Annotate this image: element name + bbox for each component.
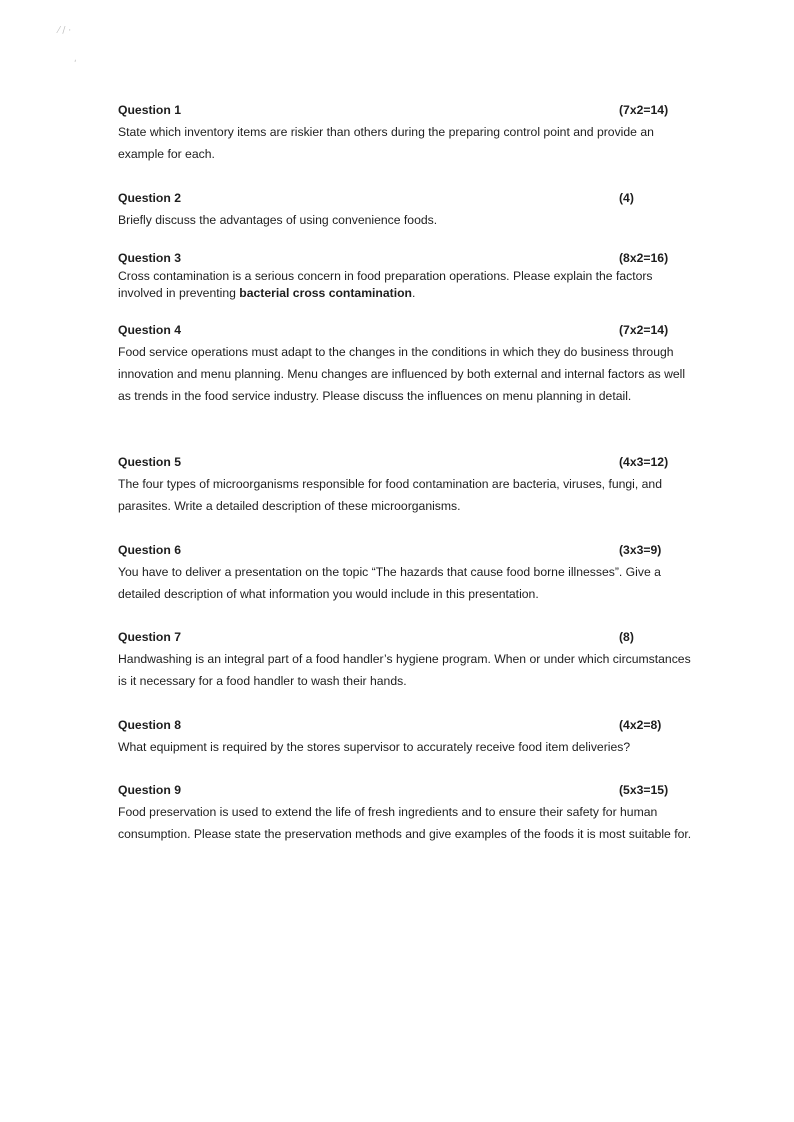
question-header: [118, 452, 692, 472]
question-text-end: .: [412, 286, 416, 300]
scan-mark-margin: ʹ: [74, 60, 77, 70]
question-text-bold: bacterial cross contamination: [239, 286, 412, 300]
question-marks: (7x2=14): [619, 323, 669, 337]
question-marks: (8x2=16): [619, 251, 669, 265]
question-header: [118, 540, 692, 560]
question-text: Food preservation is used to extend the life of fresh ingredients and to ensure their safety for human consumption. Please state the preservation methods and give examples of the foods it is most suitable for.: [118, 805, 692, 841]
question-marks: (3x3=9): [619, 543, 662, 557]
question-header: [118, 715, 692, 735]
question-header: [118, 100, 692, 120]
question-text: The four types of microorganisms responsible for food contamination are bacteria, viruses, fungi, and parasites. Write a detailed description of these microorganisms.: [118, 477, 662, 513]
question-marks: (8): [619, 630, 634, 644]
question-marks: (4): [619, 191, 634, 205]
question-header: [118, 320, 692, 340]
question-text: State which inventory items are riskier than others during the preparing control point and provide an example for each.: [118, 125, 654, 161]
question-title: Question 9: [118, 783, 181, 797]
question-8: [118, 715, 692, 758]
question-header: [118, 627, 692, 647]
question-title: Question 4: [118, 323, 181, 337]
question-text: Food service operations must adapt to the changes in the conditions in which they do business through innovation and menu planning. Menu changes are influenced by both external and internal factors as well as trends in the food service industry. Please discuss the influences on menu planning in detail.: [118, 345, 686, 403]
question-header: [118, 248, 692, 268]
question-title: Question 2: [118, 191, 181, 205]
question-1: [118, 100, 692, 165]
question-2: [118, 188, 692, 231]
question-4: [118, 320, 692, 407]
question-text-start: Cross contamination is a serious concern in food preparation operations. Please explain the factors involved in preventing: [118, 269, 653, 300]
question-text: Handwashing is an integral part of a food handler’s hygiene program. When or under which circumstances is it necessary for a food handler to wash their hands.: [118, 652, 691, 688]
question-text: [118, 268, 692, 302]
question-marks: (4x2=8): [619, 718, 662, 732]
question-marks: (7x2=14): [619, 103, 669, 117]
question-title: Question 6: [118, 543, 181, 557]
scan-mark-top: ⁄ / ·: [58, 26, 72, 36]
question-5: [118, 452, 692, 517]
question-6: [118, 540, 692, 605]
question-text: You have to deliver a presentation on the topic “The hazards that cause food borne illnesses”. Give a detailed description of what information you would include in this presentation.: [118, 565, 661, 601]
question-header: [118, 188, 692, 208]
question-9: [118, 780, 692, 845]
question-text: Briefly discuss the advantages of using convenience foods.: [118, 213, 438, 227]
question-title: Question 7: [118, 630, 181, 644]
question-title: Question 8: [118, 718, 181, 732]
question-title: Question 3: [118, 251, 181, 265]
question-title: Question 1: [118, 103, 181, 117]
question-text: What equipment is required by the stores supervisor to accurately receive food item deliveries?: [118, 740, 631, 754]
question-7: [118, 627, 692, 692]
question-title: Question 5: [118, 455, 181, 469]
question-marks: (4x3=12): [619, 455, 669, 469]
question-header: [118, 780, 692, 800]
question-3: [118, 248, 692, 302]
question-marks: (5x3=15): [619, 783, 669, 797]
